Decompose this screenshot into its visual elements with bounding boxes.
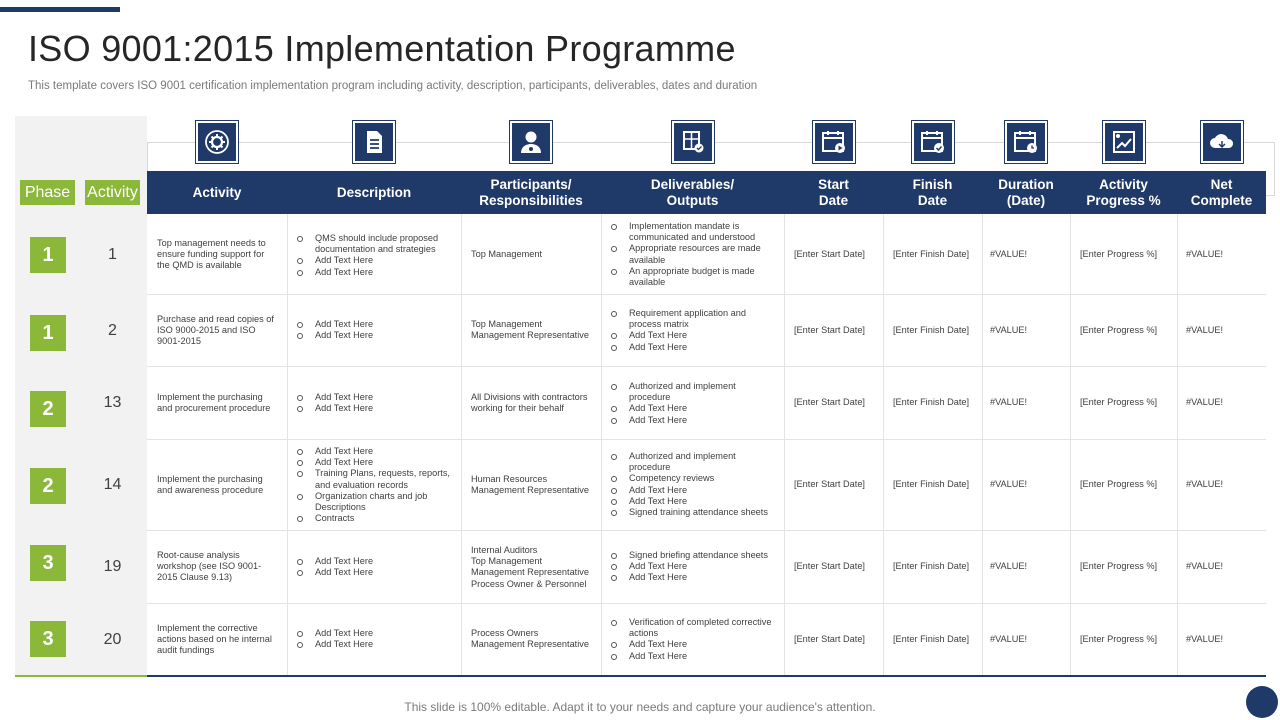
- grid-divider: [982, 214, 983, 676]
- description-list: [295, 233, 455, 278]
- list-item: Add Text Here: [295, 457, 455, 468]
- start-date-field[interactable]: [Enter Start Date]: [794, 325, 865, 335]
- net-complete-value: #VALUE!: [1186, 397, 1224, 407]
- activity-text: Implement the purchasing and awareness procedure: [157, 474, 264, 496]
- calendar-play-icon: [813, 121, 855, 163]
- grid-divider: [287, 214, 288, 676]
- grid-divider: [147, 603, 1266, 604]
- col-header-description: Description: [336, 184, 412, 200]
- progress-field[interactable]: [Enter Progress %]: [1080, 634, 1158, 644]
- top-accent-bar: [0, 7, 120, 12]
- phase-badge: 2: [30, 468, 66, 504]
- list-item: Add Text Here: [609, 639, 779, 650]
- table-bottom-border: [15, 675, 1266, 677]
- net-complete-value: #VALUE!: [1186, 249, 1224, 259]
- list-item: Contracts: [295, 513, 455, 524]
- net-complete-value: #VALUE!: [1186, 634, 1224, 644]
- deliverables-list: [609, 308, 774, 353]
- duration-value: #VALUE!: [990, 249, 1028, 259]
- deliverables-list: [609, 381, 774, 426]
- calendar-check-icon: [912, 121, 954, 163]
- net-complete-value: #VALUE!: [1186, 561, 1224, 571]
- duration-value: #VALUE!: [990, 479, 1028, 489]
- finish-date-field[interactable]: [Enter Finish Date]: [893, 634, 970, 644]
- list-item: Organization charts and job Descriptions: [295, 491, 455, 513]
- finish-date-field[interactable]: [Enter Finish Date]: [893, 397, 970, 407]
- list-item: Implementation mandate is communicated and understood: [609, 221, 774, 243]
- activity-text: Implement the corrective actions based on he internal audit fundings: [157, 623, 272, 656]
- activity-text: Implement the purchasing and procurement procedure: [157, 392, 271, 414]
- description-list: [295, 446, 455, 524]
- activity-number: 14: [103, 476, 122, 493]
- duration-value: #VALUE!: [990, 397, 1028, 407]
- finish-date-field[interactable]: [Enter Finish Date]: [893, 479, 970, 489]
- col-header-activity: Activity: [192, 184, 242, 200]
- list-item: Add Text Here: [295, 639, 455, 650]
- grid-divider: [784, 214, 785, 676]
- list-item: Appropriate resources are made available: [609, 243, 774, 265]
- description-list: [295, 392, 455, 414]
- finish-date-field[interactable]: [Enter Finish Date]: [893, 561, 970, 571]
- list-item: Add Text Here: [609, 330, 774, 341]
- phase-header: Phase: [20, 180, 75, 205]
- start-date-field[interactable]: [Enter Start Date]: [794, 397, 865, 407]
- corner-circle-decoration: [1246, 686, 1278, 718]
- list-item: Add Text Here: [295, 567, 455, 578]
- duration-value: #VALUE!: [990, 325, 1028, 335]
- deliverables-list: [609, 617, 779, 662]
- grid-divider: [147, 439, 1266, 440]
- col-header-deliverables: Deliverables/ Outputs: [650, 176, 735, 208]
- list-item: Add Text Here: [609, 572, 774, 583]
- progress-field[interactable]: [Enter Progress %]: [1080, 397, 1158, 407]
- participants-text: Internal Auditors Top Management Management Representative Process Owner & Personnel: [471, 545, 589, 589]
- list-item: Add Text Here: [609, 415, 774, 426]
- calendar-clock-icon: [1005, 121, 1047, 163]
- deliverables-list: [609, 550, 774, 584]
- page-subtitle: This template covers ISO 9001 certification implementation program including activity, description, participants, deliverables, dates and duration: [28, 80, 758, 92]
- list-item: Signed training attendance sheets: [609, 507, 774, 518]
- list-item: Training Plans, requests, reports, and evaluation records: [295, 468, 455, 490]
- col-header-participants: Participants/ Responsibilities: [479, 176, 583, 208]
- list-item: Signed briefing attendance sheets: [609, 550, 774, 561]
- grid-divider: [461, 214, 462, 676]
- progress-field[interactable]: [Enter Progress %]: [1080, 479, 1158, 489]
- list-item: Add Text Here: [295, 267, 455, 278]
- phase-badge: 3: [30, 545, 66, 581]
- grid-divider: [147, 530, 1266, 531]
- user-icon: [510, 121, 552, 163]
- list-item: Add Text Here: [295, 556, 455, 567]
- list-item: Authorized and implement procedure: [609, 451, 774, 473]
- duration-value: #VALUE!: [990, 561, 1028, 571]
- phase-badge: 2: [30, 391, 66, 427]
- participants-text: Top Management Management Representative: [471, 319, 589, 341]
- list-item: Add Text Here: [609, 651, 779, 662]
- activity-number: 13: [103, 394, 122, 411]
- list-item: Add Text Here: [609, 496, 774, 507]
- finish-date-field[interactable]: [Enter Finish Date]: [893, 249, 970, 259]
- list-item: Competency reviews: [609, 473, 774, 484]
- list-item: Add Text Here: [609, 561, 774, 572]
- col-header-net-complete: Net Complete: [1190, 176, 1253, 208]
- list-item: Add Text Here: [295, 255, 455, 266]
- phase-badge: 1: [30, 237, 66, 273]
- col-header-duration: Duration (Date): [998, 176, 1054, 208]
- phase-badge: 1: [30, 315, 66, 351]
- list-item: Verification of completed corrective actions: [609, 617, 779, 639]
- col-header-start-date: Start Date: [818, 176, 849, 208]
- progress-field[interactable]: [Enter Progress %]: [1080, 325, 1158, 335]
- activity-number: 1: [108, 246, 117, 263]
- settings-cycle-icon: [196, 121, 238, 163]
- grid-divider: [601, 214, 602, 676]
- list-item: Add Text Here: [609, 342, 774, 353]
- progress-field[interactable]: [Enter Progress %]: [1080, 561, 1158, 571]
- activity-number: 2: [108, 322, 117, 339]
- description-list: [295, 319, 455, 341]
- finish-date-field[interactable]: [Enter Finish Date]: [893, 325, 970, 335]
- description-list: [295, 628, 455, 650]
- deliverables-list: [609, 451, 774, 518]
- start-date-field[interactable]: [Enter Start Date]: [794, 634, 865, 644]
- net-complete-value: #VALUE!: [1186, 325, 1224, 335]
- activity-text: Root-cause analysis workshop (see ISO 9001-2015 Clause 9.13): [157, 550, 262, 583]
- list-item: QMS should include proposed documentation and strategies: [295, 233, 455, 255]
- list-item: Add Text Here: [609, 485, 774, 496]
- list-item: Add Text Here: [295, 392, 455, 403]
- list-item: An appropriate budget is made available: [609, 266, 774, 288]
- activity-text: Top management needs to ensure funding support for the QMD is available: [157, 238, 266, 271]
- net-complete-value: #VALUE!: [1186, 479, 1224, 489]
- activity-number-header: Activity: [85, 180, 140, 205]
- list-item: Authorized and implement procedure: [609, 381, 774, 403]
- activity-text: Purchase and read copies of ISO 9000-2015 and ISO 9001-2015: [157, 314, 274, 347]
- participants-text: Top Management: [471, 249, 542, 259]
- list-item: Add Text Here: [295, 446, 455, 457]
- page-title: ISO 9001:2015 Implementation Programme: [28, 28, 736, 69]
- list-item: Add Text Here: [295, 330, 455, 341]
- phase-badge: 3: [30, 621, 66, 657]
- list-item: Requirement application and process matrix: [609, 308, 774, 330]
- grid-divider: [1177, 214, 1178, 676]
- grid-divider: [147, 294, 1266, 295]
- list-item: Add Text Here: [295, 403, 455, 414]
- progress-field[interactable]: [Enter Progress %]: [1080, 249, 1158, 259]
- start-date-field[interactable]: [Enter Start Date]: [794, 479, 865, 489]
- grid-divider: [147, 366, 1266, 367]
- list-item: Add Text Here: [609, 403, 774, 414]
- activity-number: 20: [103, 631, 122, 648]
- duration-value: #VALUE!: [990, 634, 1028, 644]
- participants-text: Process Owners Management Representative: [471, 628, 589, 650]
- progress-chart-icon: [1103, 121, 1145, 163]
- cloud-icon: [1201, 121, 1243, 163]
- col-header-finish-date: Finish Date: [912, 176, 953, 208]
- grid-divider: [1070, 214, 1071, 676]
- activity-number: 19: [103, 558, 122, 575]
- description-list: [295, 556, 455, 578]
- footer-note: This slide is 100% editable. Adapt it to your needs and capture your audience's attention.: [404, 700, 876, 714]
- deliverable-box-icon: [672, 121, 714, 163]
- col-header-progress: Activity Progress %: [1086, 176, 1161, 208]
- list-item: Add Text Here: [295, 319, 455, 330]
- participants-text: Human Resources Management Representative: [471, 474, 589, 496]
- start-date-field[interactable]: [Enter Start Date]: [794, 249, 865, 259]
- table-bottom-accent: [15, 675, 147, 677]
- participants-text: All Divisions with contractors working for their behalf: [471, 392, 588, 414]
- document-icon: [353, 121, 395, 163]
- deliverables-list: [609, 221, 774, 288]
- grid-divider: [883, 214, 884, 676]
- start-date-field[interactable]: [Enter Start Date]: [794, 561, 865, 571]
- list-item: Add Text Here: [295, 628, 455, 639]
